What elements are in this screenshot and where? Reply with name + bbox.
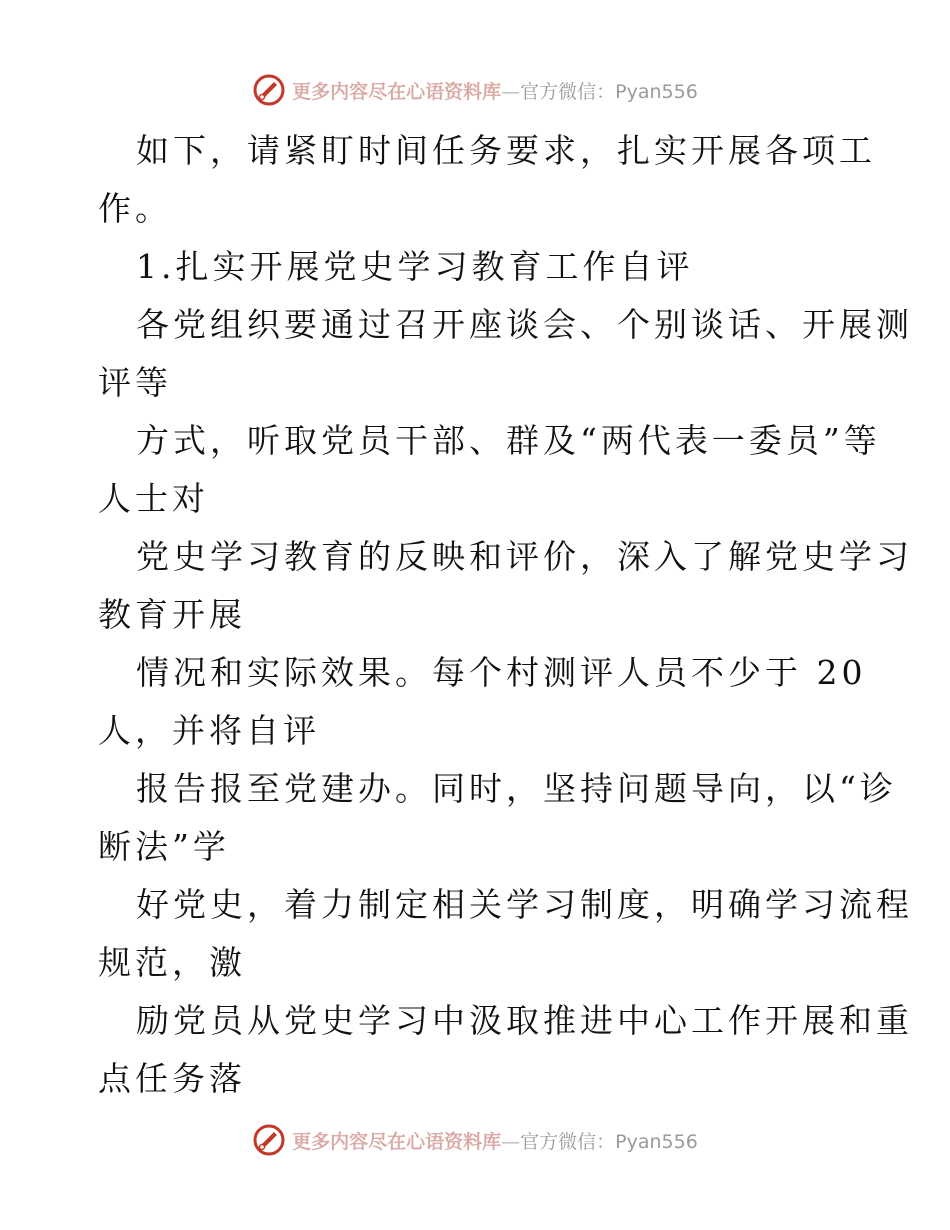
watermark-text — [292, 1127, 698, 1154]
text-line: 规范，激 — [98, 943, 246, 982]
watermark-text — [292, 77, 698, 104]
text-line: 报告报至党建办。同时，坚持问题导向，以“诊 — [136, 769, 897, 808]
watermark-main: 更多内容尽在心语资料库 — [292, 80, 502, 103]
text-line: 点任务落 — [98, 1059, 246, 1098]
text-line: 人士对 — [98, 479, 209, 518]
section-heading: 1.扎实开展党史学习教育工作自评 — [136, 247, 694, 286]
text-line: 如下，请紧盯时间任务要求，扎实开展各项工 — [136, 131, 876, 170]
watermark-dash: — — [501, 80, 521, 103]
header-watermark — [0, 70, 950, 110]
text-line: 人，并将自评 — [98, 711, 320, 750]
text-line: 各党组织要通过召开座谈会、个别谈话、开展测 — [136, 305, 913, 344]
text-line: 方式，听取党员干部、群及“两代表一委员”等 — [136, 421, 881, 460]
text-line: 作。 — [98, 189, 172, 228]
text-line: 情况和实际效果。每个村测评人员不少于 20 — [136, 653, 867, 692]
text-line: 党史学习教育的反映和评价，深入了解党史学习 — [136, 537, 913, 576]
logo-icon — [252, 73, 286, 107]
watermark-contact: 官方微信：Pyan556 — [520, 80, 698, 103]
text-line: 断法”学 — [98, 827, 230, 866]
text-line: 评等 — [98, 363, 172, 402]
watermark-contact: 官方微信：Pyan556 — [520, 1130, 698, 1153]
document-body — [98, 122, 913, 1108]
watermark-dash: — — [501, 1130, 521, 1153]
text-line: 好党史，着力制定相关学习制度，明确学习流程 — [136, 885, 913, 924]
text-line: 励党员从党史学习中汲取推进中心工作开展和重 — [136, 1001, 913, 1040]
logo-icon — [252, 1123, 286, 1157]
watermark-main: 更多内容尽在心语资料库 — [292, 1130, 502, 1153]
footer-watermark — [0, 1120, 950, 1160]
text-line: 教育开展 — [98, 595, 246, 634]
